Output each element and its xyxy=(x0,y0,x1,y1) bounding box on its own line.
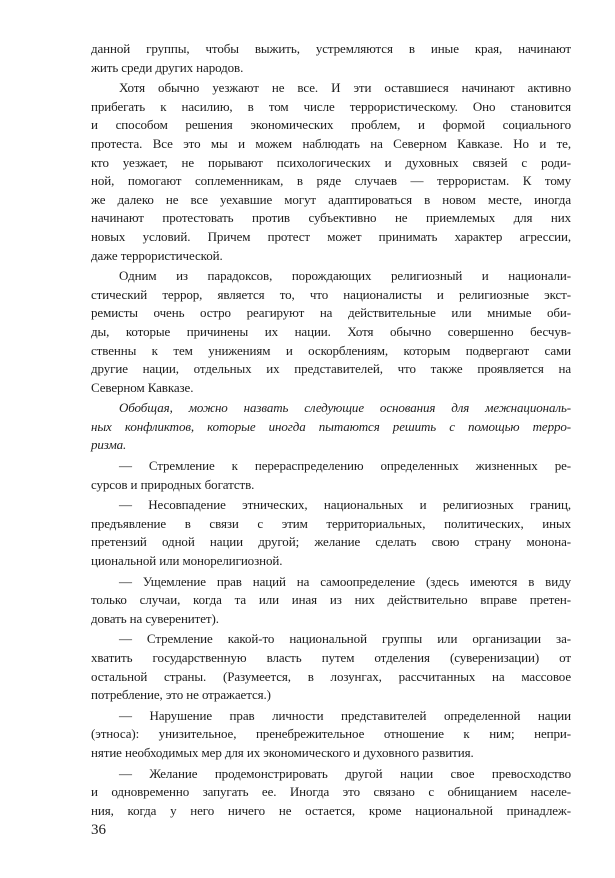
text-line: — Желание продемонстрировать другой нации свое превосходство xyxy=(119,765,571,781)
text-line: циональной или монорелигиозной. xyxy=(91,553,283,569)
text-line: — Стремление к перераспределению определенных жизненных ре- xyxy=(119,458,571,474)
paragraph xyxy=(91,496,571,570)
text-line: ризма. xyxy=(91,437,127,453)
text-line: ния, когда у него ничего не остается, кроме национальной принадлеж- xyxy=(91,802,571,818)
paragraph xyxy=(91,267,571,397)
text-line: кто уезжает, не порывают психологических и духовных связей с роди- xyxy=(91,154,571,170)
text-line: претензий одной нации другой; желание сделать свою страну монона- xyxy=(91,534,571,550)
text-line: начинают протестовать против субъективно не приемлемых для них xyxy=(91,210,571,226)
text-line: хватить государственную власть путем отделения (суверенизации) от xyxy=(91,650,571,665)
text-line: ды, которые причинены их нации. Хотя обычно совершенно бесчув- xyxy=(91,323,571,339)
text-line: ственны к тем унижениям и оскорблениям, которым подвергают сами xyxy=(91,342,571,358)
text-line: (этноса): унизительное, пренебрежительное отношение к ним; непри- xyxy=(91,726,571,742)
text-line: жить среди других народов. xyxy=(91,59,244,75)
paragraph xyxy=(91,457,571,494)
text-line: ной, помогают соплеменникам, в ряде случаев — террористам. К тому xyxy=(91,173,571,189)
text-line: Одним из парадоксов, порождающих религиозный и национали- xyxy=(119,268,571,284)
text-line: и способом решения экономических проблем, и формой социального xyxy=(91,117,571,133)
text-line: стический террор, является то, что националисты и религиозные экст- xyxy=(91,286,571,302)
text-line: нятие необходимых мер для их экономического и духовного развития. xyxy=(91,744,474,760)
paragraph xyxy=(91,573,571,629)
text-line: — Стремление какой-то национальной группы или организации за- xyxy=(119,631,571,647)
text-line: сурсов и природных богатств. xyxy=(91,476,255,492)
text-line: же далеко не все уехавшие могут адаптироваться в новом месте, иногда xyxy=(91,191,571,207)
paragraph xyxy=(91,707,571,763)
text-line: Северном Кавказе. xyxy=(91,379,194,395)
text-line: — Нарушение прав личности представителей определенной нации xyxy=(119,707,571,723)
paragraph xyxy=(91,79,571,265)
text-line: прибегать к насилию, в том числе террористическому. Оно становится xyxy=(91,98,571,114)
text-line: ремисты очень остро реагируют на действительные или мнимые оби- xyxy=(91,305,571,321)
text-line: потребление, это не отражается.) xyxy=(91,687,271,703)
paragraph xyxy=(91,40,571,77)
text-line: даже террористической. xyxy=(91,247,223,263)
text-line: — Ущемление прав наций на самоопределение (здесь имеются в виду xyxy=(119,573,571,589)
text-line: данной группы, чтобы выжить, устремляются в иные края, начинают xyxy=(91,41,571,56)
text-line: только случаи, когда та или иная из них действительно вправе претен- xyxy=(91,592,571,608)
text-line: ных конфликтов, которые иногда пытаются решить с помощью терро- xyxy=(91,418,571,434)
book-page-text xyxy=(91,40,571,820)
text-line: Хотя обычно уезжают не все. И эти оставшиеся начинают активно xyxy=(119,80,571,96)
text-line: и одновременно запугать ее. Иногда это связано с обнищанием населе- xyxy=(91,784,571,800)
text-line: довать на суверенитет). xyxy=(91,610,219,626)
paragraph xyxy=(91,765,571,821)
text-line: протеста. Все это мы и можем наблюдать на Северном Кавказе. Но и те, xyxy=(91,135,571,151)
paragraph xyxy=(91,399,571,455)
text-line: предъявление в связи с этим территориальных, политических, иных xyxy=(91,515,571,531)
text-line: другие нации, отдельных их представителей, что также проявляется на xyxy=(91,361,571,377)
paragraph xyxy=(91,630,571,704)
text-line: остальной страны. (Разумеется, в лозунгах, рассчитанных на массовое xyxy=(91,668,571,684)
text-line: новых условий. Причем протест может принимать характер агрессии, xyxy=(91,228,571,244)
page-number: 36 xyxy=(91,822,106,838)
text-line: Обобщая, можно назвать следующие основания для межнациональ- xyxy=(119,400,571,416)
text-line: — Несовпадение этнических, национальных и религиозных границ, xyxy=(119,497,571,513)
